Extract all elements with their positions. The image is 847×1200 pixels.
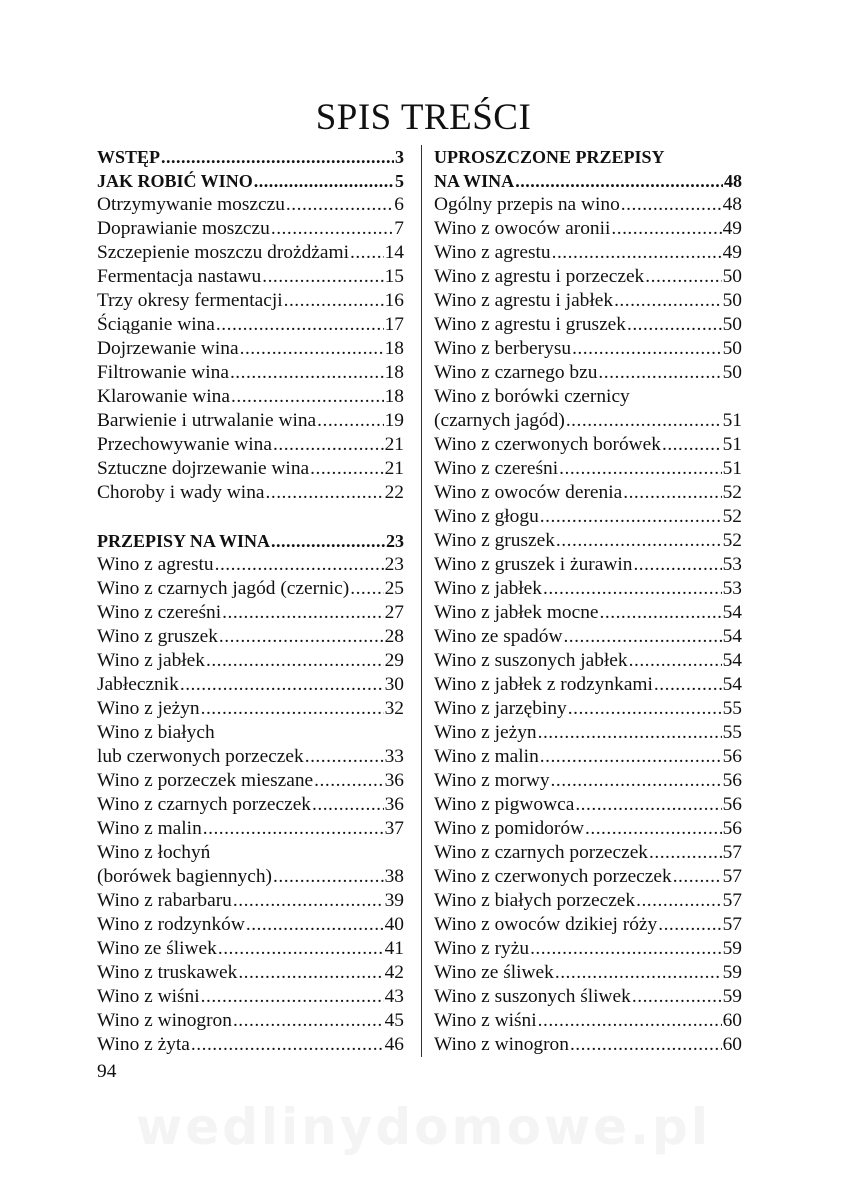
dot-leader [216,313,384,337]
toc-page-number: 56 [722,770,742,791]
toc-entry-continued: Wino z borówki czernicy [434,386,630,407]
dot-leader [273,865,384,889]
toc-page-number: 57 [722,866,742,887]
toc-page-number: 52 [722,506,742,527]
watermark: wedlinydomowe.pl [136,1098,711,1156]
toc-entry-title: Wino z głogu [434,506,539,527]
toc-page-number: 52 [722,530,742,551]
toc-entry-title: Wino z berberysu [434,338,572,359]
dot-leader [662,433,722,457]
dot-leader [566,409,722,433]
dot-leader [551,769,722,793]
dot-leader [201,985,384,1009]
toc-entry-title: NA WINA [434,171,515,191]
dot-leader [627,313,722,337]
toc-entry [97,409,404,433]
toc-entry-title: Wino z jabłek [434,578,542,599]
toc-page-number: 14 [384,242,404,263]
toc-entry [97,985,404,1009]
toc-page-number: 49 [722,242,742,263]
toc-page-number: 27 [384,602,404,623]
toc-page-number: 50 [722,314,742,335]
dot-leader [585,817,722,841]
dot-leader [218,937,384,961]
dot-leader [201,697,384,721]
toc-page-number: 23 [384,554,404,575]
toc-entry [97,577,404,601]
toc-page-number: 50 [722,290,742,311]
toc-page-number: 3 [395,147,404,167]
toc-entry [97,337,404,361]
dot-leader [314,769,383,793]
toc-entry-title: Wino z ryżu [434,938,530,959]
toc-entry [434,793,742,817]
dot-leader [629,649,722,673]
toc-entry-title: Wino z owoców dzikiej róży [434,914,658,935]
toc-entry-title: Wino z winogron [97,1010,232,1031]
toc-entry-title: Ogólny przepis na wino [434,194,620,215]
dot-leader [246,913,384,937]
dot-leader [572,337,722,361]
toc-entry [434,265,742,289]
toc-entry [97,625,404,649]
toc-entry [97,1033,404,1057]
toc-entry [434,865,742,889]
toc-entry-title: Szczepienie moszczu drożdżami [97,242,349,263]
dot-leader [623,481,721,505]
dot-leader [222,601,383,625]
toc-page-number: 7 [394,218,404,239]
toc-entry-title: Klarowanie wina [97,386,230,407]
toc-entry-title: Sztuczne dojrzewanie wina [97,458,310,479]
toc-entry [97,745,404,769]
toc-page-number: 40 [384,914,404,935]
dot-leader [231,385,384,409]
toc-entry-title: Doprawianie moszczu [97,218,270,239]
dot-leader [649,841,722,865]
dot-leader [658,913,721,937]
toc-entry [97,241,404,265]
toc-page-number: 60 [722,1010,742,1031]
toc-page-number: 50 [722,362,742,383]
toc-entry-title: (borówek bagiennych) [97,866,272,887]
toc-page-number: 38 [384,866,404,887]
toc-page-number: 54 [722,602,742,623]
toc-entry-title: Wino z suszonych śliwek [434,986,631,1007]
toc-page-number: 28 [384,626,404,647]
toc-page-number: 50 [722,266,742,287]
toc-entry [434,241,742,265]
toc-entry [434,697,742,721]
toc-entry [434,337,742,361]
toc-entry [434,913,742,937]
toc-page-number: 37 [384,818,404,839]
dot-leader [286,193,393,217]
toc-page-number: 36 [384,770,404,791]
page-title: SPIS TREŚCI [315,97,532,138]
dot-leader [556,529,722,553]
toc-page-number: 55 [722,722,742,743]
toc-section-heading: UPROSZCZONE PRZEPISY [434,147,665,167]
toc-entry-title: Wino z porzeczek mieszane [97,770,314,791]
toc-entry-title: Wino z truskawek [97,962,238,983]
toc-entry [434,481,742,505]
toc-page-number: 54 [722,674,742,695]
dot-leader [312,793,384,817]
toc-entry [97,481,404,505]
toc-entry-title: Wino z jabłek mocne [434,602,599,623]
dot-leader [570,1033,722,1057]
toc-entry-title: Wino z jeżyn [97,698,200,719]
toc-page-number: 22 [384,482,404,503]
toc-page-number: 15 [384,266,404,287]
toc-entry [434,841,742,865]
dot-leader [191,1033,384,1057]
dot-leader [206,649,384,673]
toc-page-number: 18 [384,386,404,407]
toc-entry-continued: Wino z białych [97,722,215,743]
toc-entry-title: Wino z jeżyn [434,722,537,743]
toc-entry [434,577,742,601]
toc-entry-title: Wino z winogron [434,1034,569,1055]
dot-leader [611,217,721,241]
toc-page-number: 50 [722,338,742,359]
dot-leader [515,169,723,193]
toc-entry [434,1033,742,1057]
toc-entry-title: Wino z malin [97,818,202,839]
toc-page-number: 32 [384,698,404,719]
toc-entry [434,721,742,745]
dot-leader [540,745,722,769]
toc-left-column [97,145,404,1057]
toc-entry-title: Wino z rabarbaru [97,890,232,911]
toc-page-number: 56 [722,794,742,815]
dot-leader [180,673,384,697]
toc-entry [97,601,404,625]
toc-entry-title: Wino z pomidorów [434,818,585,839]
toc-page-number: 57 [722,842,742,863]
dot-leader [233,1009,384,1033]
toc-entry [434,745,742,769]
toc-entry-title: Wino ze spadów [434,626,563,647]
toc-entry-title: Wino ze śliwek [434,962,554,983]
toc-entry [97,865,404,889]
dot-leader [284,289,384,313]
dot-leader [598,361,721,385]
toc-page-number: 53 [722,554,742,575]
toc-section-heading [97,145,404,169]
toc-entry [97,769,404,793]
toc-entry-title: Wino z pigwowca [434,794,575,815]
dot-leader [654,673,722,697]
page-number: 94 [97,1061,117,1082]
toc-page-number: 49 [722,218,742,239]
toc-page-number: 51 [722,434,742,455]
dot-leader [161,145,394,169]
toc-page-number: 57 [722,890,742,911]
toc-page-number: 59 [722,962,742,983]
toc-entry-title: Wino z żyta [97,1034,190,1055]
toc-page-number: 60 [722,1034,742,1055]
toc-entry [434,937,742,961]
toc-entry-title: Wino z wiśni [97,986,200,1007]
toc-entry-title: Ściąganie wina [97,314,215,335]
toc-page-number: 48 [722,194,742,215]
toc-entry [434,289,742,313]
toc-entry [434,529,742,553]
toc-entry-title: Wino z czarnych jagód (czernic) [97,578,350,599]
toc-entry-title: Wino z czereśni [97,602,222,623]
toc-entry-title: Wino z białych porzeczek [434,890,636,911]
toc-entry-title: Wino z morwy [434,770,550,791]
toc-entry [434,649,742,673]
toc-entry-title: Wino z owoców derenia [434,482,623,503]
toc-entry [97,697,404,721]
dot-leader [271,529,385,553]
dot-leader [645,265,721,289]
dot-leader [233,889,384,913]
toc-page-number: 21 [384,434,404,455]
dot-leader [271,217,393,241]
toc-page-number: 21 [384,458,404,479]
toc-entry [97,385,404,409]
toc-entry-continued: Wino z łochyń [97,842,211,863]
toc-page-number: 42 [384,962,404,983]
toc-entry [97,1009,404,1033]
toc-entry-title: PRZEPISY NA WINA [97,531,271,551]
toc-entry-title: Wino z jabłek [97,650,205,671]
dot-leader [568,697,722,721]
toc-page-number: 45 [384,1010,404,1031]
toc-entry-title: Wino z czereśni [434,458,559,479]
toc-entry [97,793,404,817]
toc-entry [434,601,742,625]
toc-entry [434,217,742,241]
dot-leader [262,265,383,289]
toc-entry-title: Wino z czerwonych porzeczek [434,866,672,887]
toc-section-heading [97,529,404,553]
dot-leader [310,457,383,481]
toc-entry [97,457,404,481]
toc-entry [434,1009,742,1033]
toc-page-number: 53 [722,578,742,599]
toc-entry [434,433,742,457]
toc-page-number: 17 [384,314,404,335]
toc-entry [97,313,404,337]
dot-leader [614,289,722,313]
toc-entry-title: Wino z malin [434,746,539,767]
toc-entry-title: Wino z czerwonych borówek [434,434,661,455]
dot-leader [215,553,384,577]
toc-entry [434,817,742,841]
toc-page-number: 54 [722,626,742,647]
toc-entry-title: Wino z gruszek [97,626,218,647]
toc-entry-title: Wino ze śliwek [97,938,217,959]
dot-leader [632,985,722,1009]
toc-entry [97,961,404,985]
dot-leader [633,553,721,577]
toc-entry [434,193,742,217]
dot-leader [273,433,384,457]
dot-leader [317,409,383,433]
dot-leader [254,169,394,193]
toc-page-number: 23 [386,531,404,551]
toc-page-number: 56 [722,746,742,767]
toc-entry [97,289,404,313]
toc-entry [97,217,404,241]
section-spacer [97,505,404,529]
toc-entry [97,937,404,961]
dot-leader [219,625,384,649]
toc-entry [97,649,404,673]
toc-entry [434,505,742,529]
toc-page-number: 6 [394,194,404,215]
dot-leader [540,505,722,529]
toc-page-number: 16 [384,290,404,311]
toc-page-number: 51 [722,410,742,431]
toc-entry-title: Dojrzewanie wina [97,338,239,359]
toc-page-number: 55 [722,698,742,719]
toc-entry-title: Wino z czarnych porzeczek [97,794,311,815]
toc-entry-title: Wino z gruszek i żurawin [434,554,633,575]
toc-page-number: 56 [722,818,742,839]
toc-page-number: 59 [722,938,742,959]
toc-entry [97,553,404,577]
toc-entry-title: Wino z gruszek [434,530,555,551]
toc-entry-title: Wino z agrestu [97,554,214,575]
toc-entry-title: WSTĘP [97,147,161,167]
dot-leader [621,193,722,217]
toc-page-number: 54 [722,650,742,671]
toc-entry [434,625,742,649]
toc-entry [434,889,742,913]
toc-page-number: 5 [395,171,404,191]
toc-entry [97,889,404,913]
toc-entry [434,361,742,385]
toc-page-number: 25 [384,578,404,599]
toc-page-number: 18 [384,338,404,359]
toc-page-number: 36 [384,794,404,815]
toc-entry-title: Wino z czarnych porzeczek [434,842,648,863]
toc-entry-title: Choroby i wady wina [97,482,265,503]
dot-leader [600,601,722,625]
toc-entry [434,409,742,433]
toc-entry [97,361,404,385]
toc-entry-title: Wino z owoców aronii [434,218,611,239]
toc-entry-title: Wino z rodzynków [97,914,245,935]
toc-entry [434,769,742,793]
toc-entry-title: Trzy okresy fermentacji [97,290,283,311]
toc-page-number: 48 [724,171,742,191]
toc-section-heading [434,169,742,193]
dot-leader [559,457,721,481]
dot-leader [305,745,384,769]
toc-entry-title: Wino z agrestu [434,242,551,263]
toc-entry-title: lub czerwonych porzeczek [97,746,304,767]
toc-page-number: 19 [384,410,404,431]
toc-entry [434,313,742,337]
toc-page-number: 57 [722,914,742,935]
toc-entry-title: Barwienie i utrwalanie wina [97,410,317,431]
dot-leader [673,865,722,889]
toc-entry-title: Wino z agrestu i gruszek [434,314,626,335]
toc-entry [434,673,742,697]
toc-right-column [434,145,742,1057]
toc-entry-title: Przechowywanie wina [97,434,272,455]
toc-page-number: 43 [384,986,404,1007]
toc-entry-title: Wino z czarnego bzu [434,362,598,383]
dot-leader [230,361,384,385]
toc-entry-title: Wino z jabłek z rodzynkami [434,674,653,695]
toc-entry [434,961,742,985]
toc-page-number: 29 [384,650,404,671]
toc-entry-title: Filtrowanie wina [97,362,229,383]
toc-entry [434,457,742,481]
dot-leader [203,817,384,841]
dot-leader [538,1009,722,1033]
toc-page-number: 52 [722,482,742,503]
toc-entry-title: Jabłecznik [97,674,179,695]
toc-entry-title: Wino z agrestu i jabłek [434,290,614,311]
toc-page-number: 41 [384,938,404,959]
toc-page-number: 33 [384,746,404,767]
dot-leader [266,481,384,505]
toc-entry-title: Wino z suszonych jabłek [434,650,628,671]
toc-page-number: 18 [384,362,404,383]
dot-leader [530,937,722,961]
toc-entry-title: Wino z wiśni [434,1010,537,1031]
toc-page-number: 59 [722,986,742,1007]
toc-section-heading [97,169,404,193]
toc-page-number: 30 [384,674,404,695]
toc-entry-title: Wino z agrestu i porzeczek [434,266,645,287]
toc-entry [434,553,742,577]
dot-leader [350,577,383,601]
toc-entry-title: Wino z jarzębiny [434,698,567,719]
dot-leader [636,889,722,913]
toc-entry-title: JAK ROBIĆ WINO [97,171,253,191]
dot-leader [563,625,721,649]
toc-entry-title: Fermentacja nastawu [97,266,262,287]
toc-page-number: 51 [722,458,742,479]
toc-page-number: 46 [384,1034,404,1055]
toc-entry [97,913,404,937]
dot-leader [552,241,722,265]
dot-leader [238,961,383,985]
dot-leader [240,337,384,361]
toc-entry [97,265,404,289]
dot-leader [555,961,722,985]
column-divider [421,145,422,1057]
toc-entry [97,193,404,217]
dot-leader [538,721,722,745]
dot-leader [350,241,384,265]
toc-page-number: 39 [384,890,404,911]
toc-entry [434,985,742,1009]
toc-entry-title: (czarnych jagód) [434,410,565,431]
toc-entry-title: Otrzymywanie moszczu [97,194,285,215]
dot-leader [575,793,721,817]
toc-entry [97,673,404,697]
toc-entry [97,817,404,841]
toc-entry [97,433,404,457]
dot-leader [543,577,722,601]
